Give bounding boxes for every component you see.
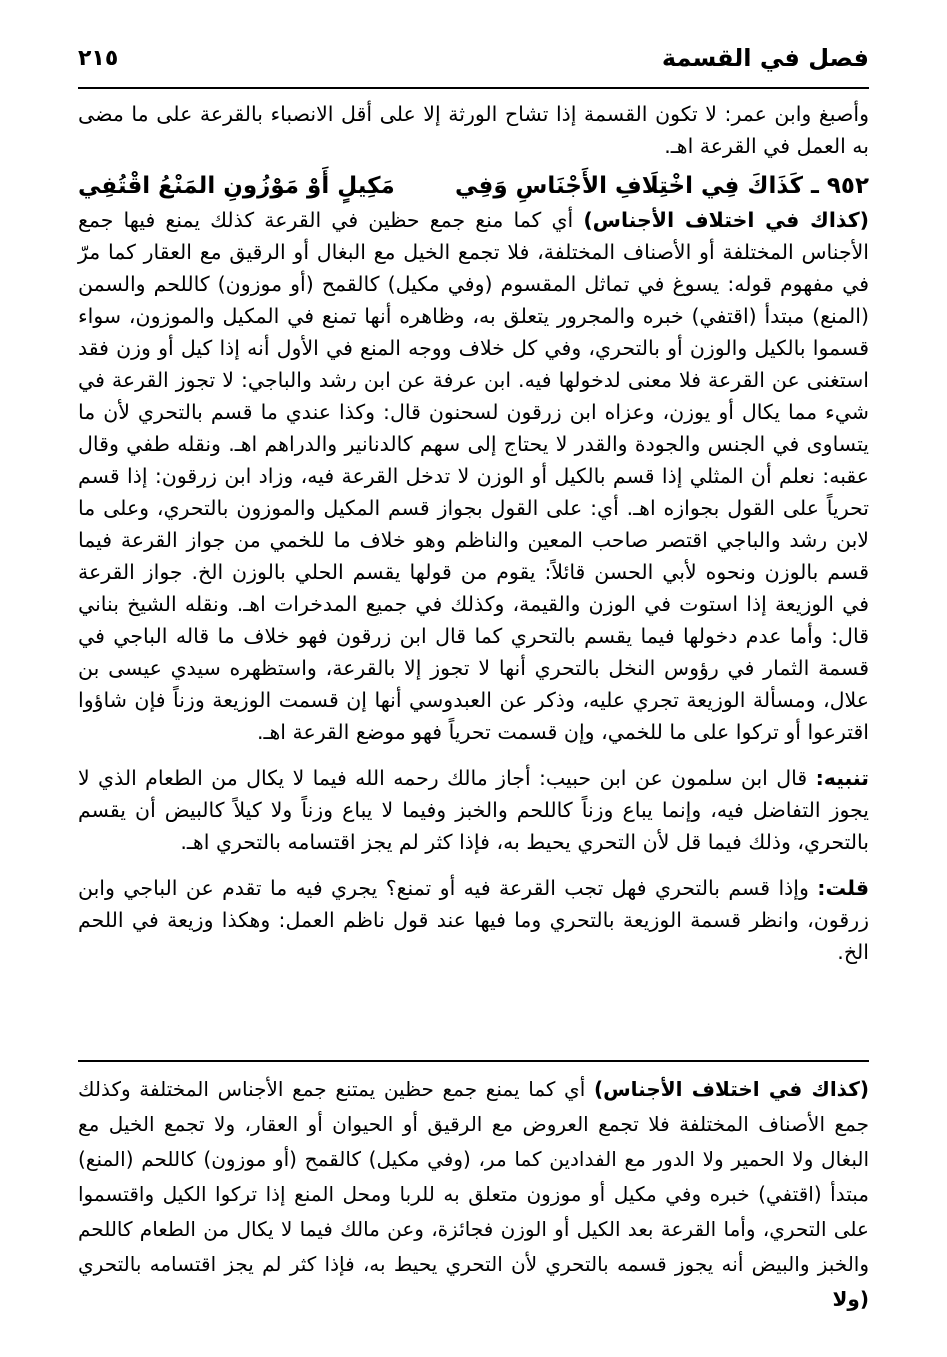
footnote-lemma: (كذاك في اختلاف الأجناس) (593, 1077, 870, 1101)
footnote-text: أي كما يمنع جمع حظين يمتنع جمع الأجناس المختلفة وكذلك جمع الأصناف المختلفة فلا تجمع العروض مع الرقيق أو الحيوان أو العقار، ولا تجمع الخيل مع البغال ولا الحمير ولا الدور مع الفدادين كما مر، (وفي مكيل) كالقمح (أو موزون) كاللحم (المنع) مبتدأ (اقتفي) خبره وفي مكيل أو موزون متعلق به للربا ومحل المنع إذا تركوا الكيل واقتسموا على التحري، وأما القرعة بعد الكيل أو الوزن فجائزة، وعن مالك فيما لا يكال من الطعام كاللحم والخبز والبيض أنه يجوز قسمه بالتحري لأن التحري يحيط به، فإذا كثر لم يجز اقتسامه بالتحري (78, 1077, 869, 1276)
page-number: ٢١٥ (78, 45, 119, 71)
main-text (78, 98, 869, 968)
paragraph-notice (78, 762, 869, 858)
verse-line (78, 168, 869, 204)
footnote (78, 1072, 869, 1317)
paragraph-commentary (78, 204, 869, 748)
paragraph-intro-text: وأصبغ وابن عمر: لا تكون القسمة إذا تشاح الورثة إلا على أقل الانصباء بالقرعة على ما مضى به العمل في القرعة اهـ. (78, 102, 869, 158)
paragraph-intro (78, 98, 869, 162)
paragraph-remark (78, 872, 869, 968)
footnote-paragraph (78, 1072, 869, 1317)
footnote-continuation: (ولا (832, 1287, 869, 1311)
footnote-rule (78, 1060, 869, 1062)
remark-label: قلت: (817, 876, 869, 900)
notice-label: تنبيه: (815, 766, 869, 790)
commentary-text: أي كما منع جمع حظين في القرعة كذلك يمنع فيها جمع الأجناس المختلفة أو الأصناف المختلفة، فلا تجمع الخيل مع البغال أو الرقيق مع العقار كما مرّ في مفهوم قوله: يسوغ في تماثل المقسوم (وفي مكيل) كالقمح (أو موزون) كاللحم والسمن (المنع) مبتدأ (اقتفي) خبره والمجرور يتعلق به، وظاهره أنها تمنع في المكيل والموزون، سواء قسموا بالكيل والوزن أو بالتحري، وفي كل خلاف ووجه المنع في الأول أنه إذا كيل أو وزن فقد استغنى عن القرعة فلا معنى لدخولها فيه. ابن عرفة عن ابن رشد والباجي: لا تجوز القرعة في شيء مما يكال أو يوزن، وعزاه ابن زرقون لسحنون قال: وكذا عندي ما قسم بالتحري لأن ما يتساوى في الجنس والجودة والقدر لا يحتاج إلى سهم كالدنانير والدراهم اهـ. ونقله طفي وقال عقبه: نعلم أن المثلي إذا قسم بالكيل أو الوزن لا تدخل القرعة فيه، وزاد ابن زرقون: إذا قسم تحرياً على القول بجوازه اهـ. أي: على القول بجواز قسم المكيل والموزون بالتحري، وعلى ما لابن رشد والباجي اقتصر صاحب المعين والناظم وهو خلاف ما للخمي من جواز القرعة فيما قسم بالوزن ونحوه لأبي الحسن قائلاً: يقوم من قولها يقسم الحلي بالوزن الخ. جواز القرعة في الوزيعة إذا استوت في الوزن والقيمة، وكذلك في جميع المدخرات اهـ. ونقله الشيخ بناني قال: وأما عدم دخولها فيما يقسم بالتحري كما قال ابن زرقون فهو خلاف ما قاله الباجي في قسمة الثمار في رؤوس النخل بالتحري أنها لا تجوز إلا بالقرعة، واستظهره سيدي عيسى بن علال، ومسألة الوزيعة تجري عليه، وذكر عن العبدوسي أنها إن قسمت الوزيعة وزناً فإن شاؤوا اقترعوا أو تركوا على ما للخمي، وإن قسمت تحرياً فهو موضع القرعة اهـ. (78, 208, 869, 744)
header-rule (78, 87, 869, 89)
commentary-lemma: (كذاك في اختلاف الأجناس) (583, 208, 869, 232)
verse-first-hemistich: ٩٥٢ ـ كَذَاكَ فِي اخْتِلَافِ الأَجْنَاسِ وَفِي (455, 173, 869, 199)
remark-text: وإذا قسم بالتحري فهل تجب القرعة فيه أو تمنع؟ يجري فيه ما تقدم عن الباجي وابن زرقون، وانظر قسمة الوزيعة بالتحري وما فيها عند قول ناظم العمل: وهكذا وزيعة في اللحم الخ. (78, 876, 869, 964)
notice-text: قال ابن سلمون عن ابن حبيب: أجاز مالك رحمه الله فيما لا يكال من الطعام الذي لا يجوز التفاضل فيه، وإنما يباع وزناً كاللحم والخبز وفيما لا يباع وزناً ولا كيلاً كالبيض أن يقسم بالتحري، وذلك فيما قل لأن التحري يحيط به، فإذا كثر لم يجز اقتسامه بالتحري اهـ. (78, 766, 869, 854)
verse-second-hemistich: مَكِيلٍ أَوْ مَوْزُونِ المَنْعُ اقْتُفِي (78, 173, 395, 199)
running-title: فصل في القسمة (661, 44, 869, 72)
page-header (78, 38, 869, 78)
